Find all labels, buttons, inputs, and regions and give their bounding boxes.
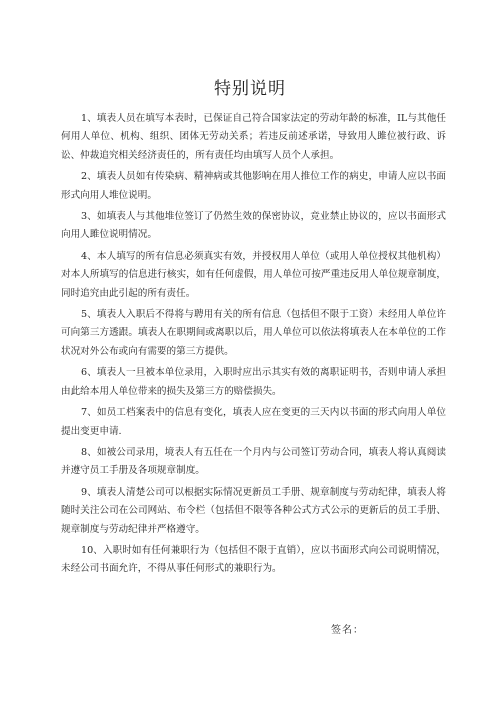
clause-10: 10、入职时如有任何兼职行为（包括但不限于直销），应以书面形式向公司说明情况，未经公司书面允许，不得从事任何形式的兼职行为。 xyxy=(61,544,446,575)
clause-2: 2、填表人员如有传染病、精神病或其他影响在用人推位工作的病史，申请人应以书面形式向用人堆位说明。 xyxy=(61,171,446,201)
clause-3: 3、如填表人与其他堆位签订了仍然生效的保密协议，竞业禁止协议的，应以书面形式向用人雎位说明情况。 xyxy=(61,211,446,241)
clause-7: 7、如员工档案表中的信息有变化，填表人应在变更的三天内以书面的形式向用人单位提出变更申请. xyxy=(61,407,446,437)
clause-6: 6、填表人一旦被本单位录用，入职时应出示其实有效的离职证明书，否则申请人承担由此给本用人单位带来的损失及第三方的赔偿损失。 xyxy=(61,367,446,397)
clause-8: 8、如被公司录用，境表人有五任在一个月内与公司签订劳动合同，填表人将认真阅读并遵守员工手册及各项规章制度。 xyxy=(61,446,446,477)
clause-1: 1、填表人员在填写本表时，已保证自己符合国家法定的劳动年龄的标准，IL与其他任何用人单位、机构、组织、团体无劳动关系；若违反前述承诺，导致用人雎位被行政、诉讼、仲裁追究相关经济责任的，所有责任均由填写人员个人承担。 xyxy=(61,113,446,161)
clause-4: 4、本人填写的所有信息必须真实有效，并授权用人单位（或用人单位授权其他机构）对本人所填写的信息进行核实，如有任何虚假，用人单位可按严重违反用人单位规章制度，同时追究由此引起的所有责任。 xyxy=(61,250,446,299)
clause-9: 9、填表人清楚公司可以根据实际情况更新员工手册、规章制度与劳动纪律，填表人将随时关注公司在公司网站、布令栏（包括但不限等各种公式方式公示的更新后的员工手册、规章制度与劳动纪律并严格遵守。 xyxy=(61,486,446,535)
clause-5: 5、填表人入职后不得将与聘用有关的所有信息（包括但不限于工资）未经用人单位许可向第三方透跟。填表人在职期间或离职以后，用人单位可以依法将填表人在本单位的工作状况对外公布或向有需要的第三方提供。 xyxy=(61,309,446,357)
signature-label: 签名： xyxy=(331,625,364,636)
document-title: 特别说明 xyxy=(214,79,286,99)
document-body xyxy=(61,110,446,582)
